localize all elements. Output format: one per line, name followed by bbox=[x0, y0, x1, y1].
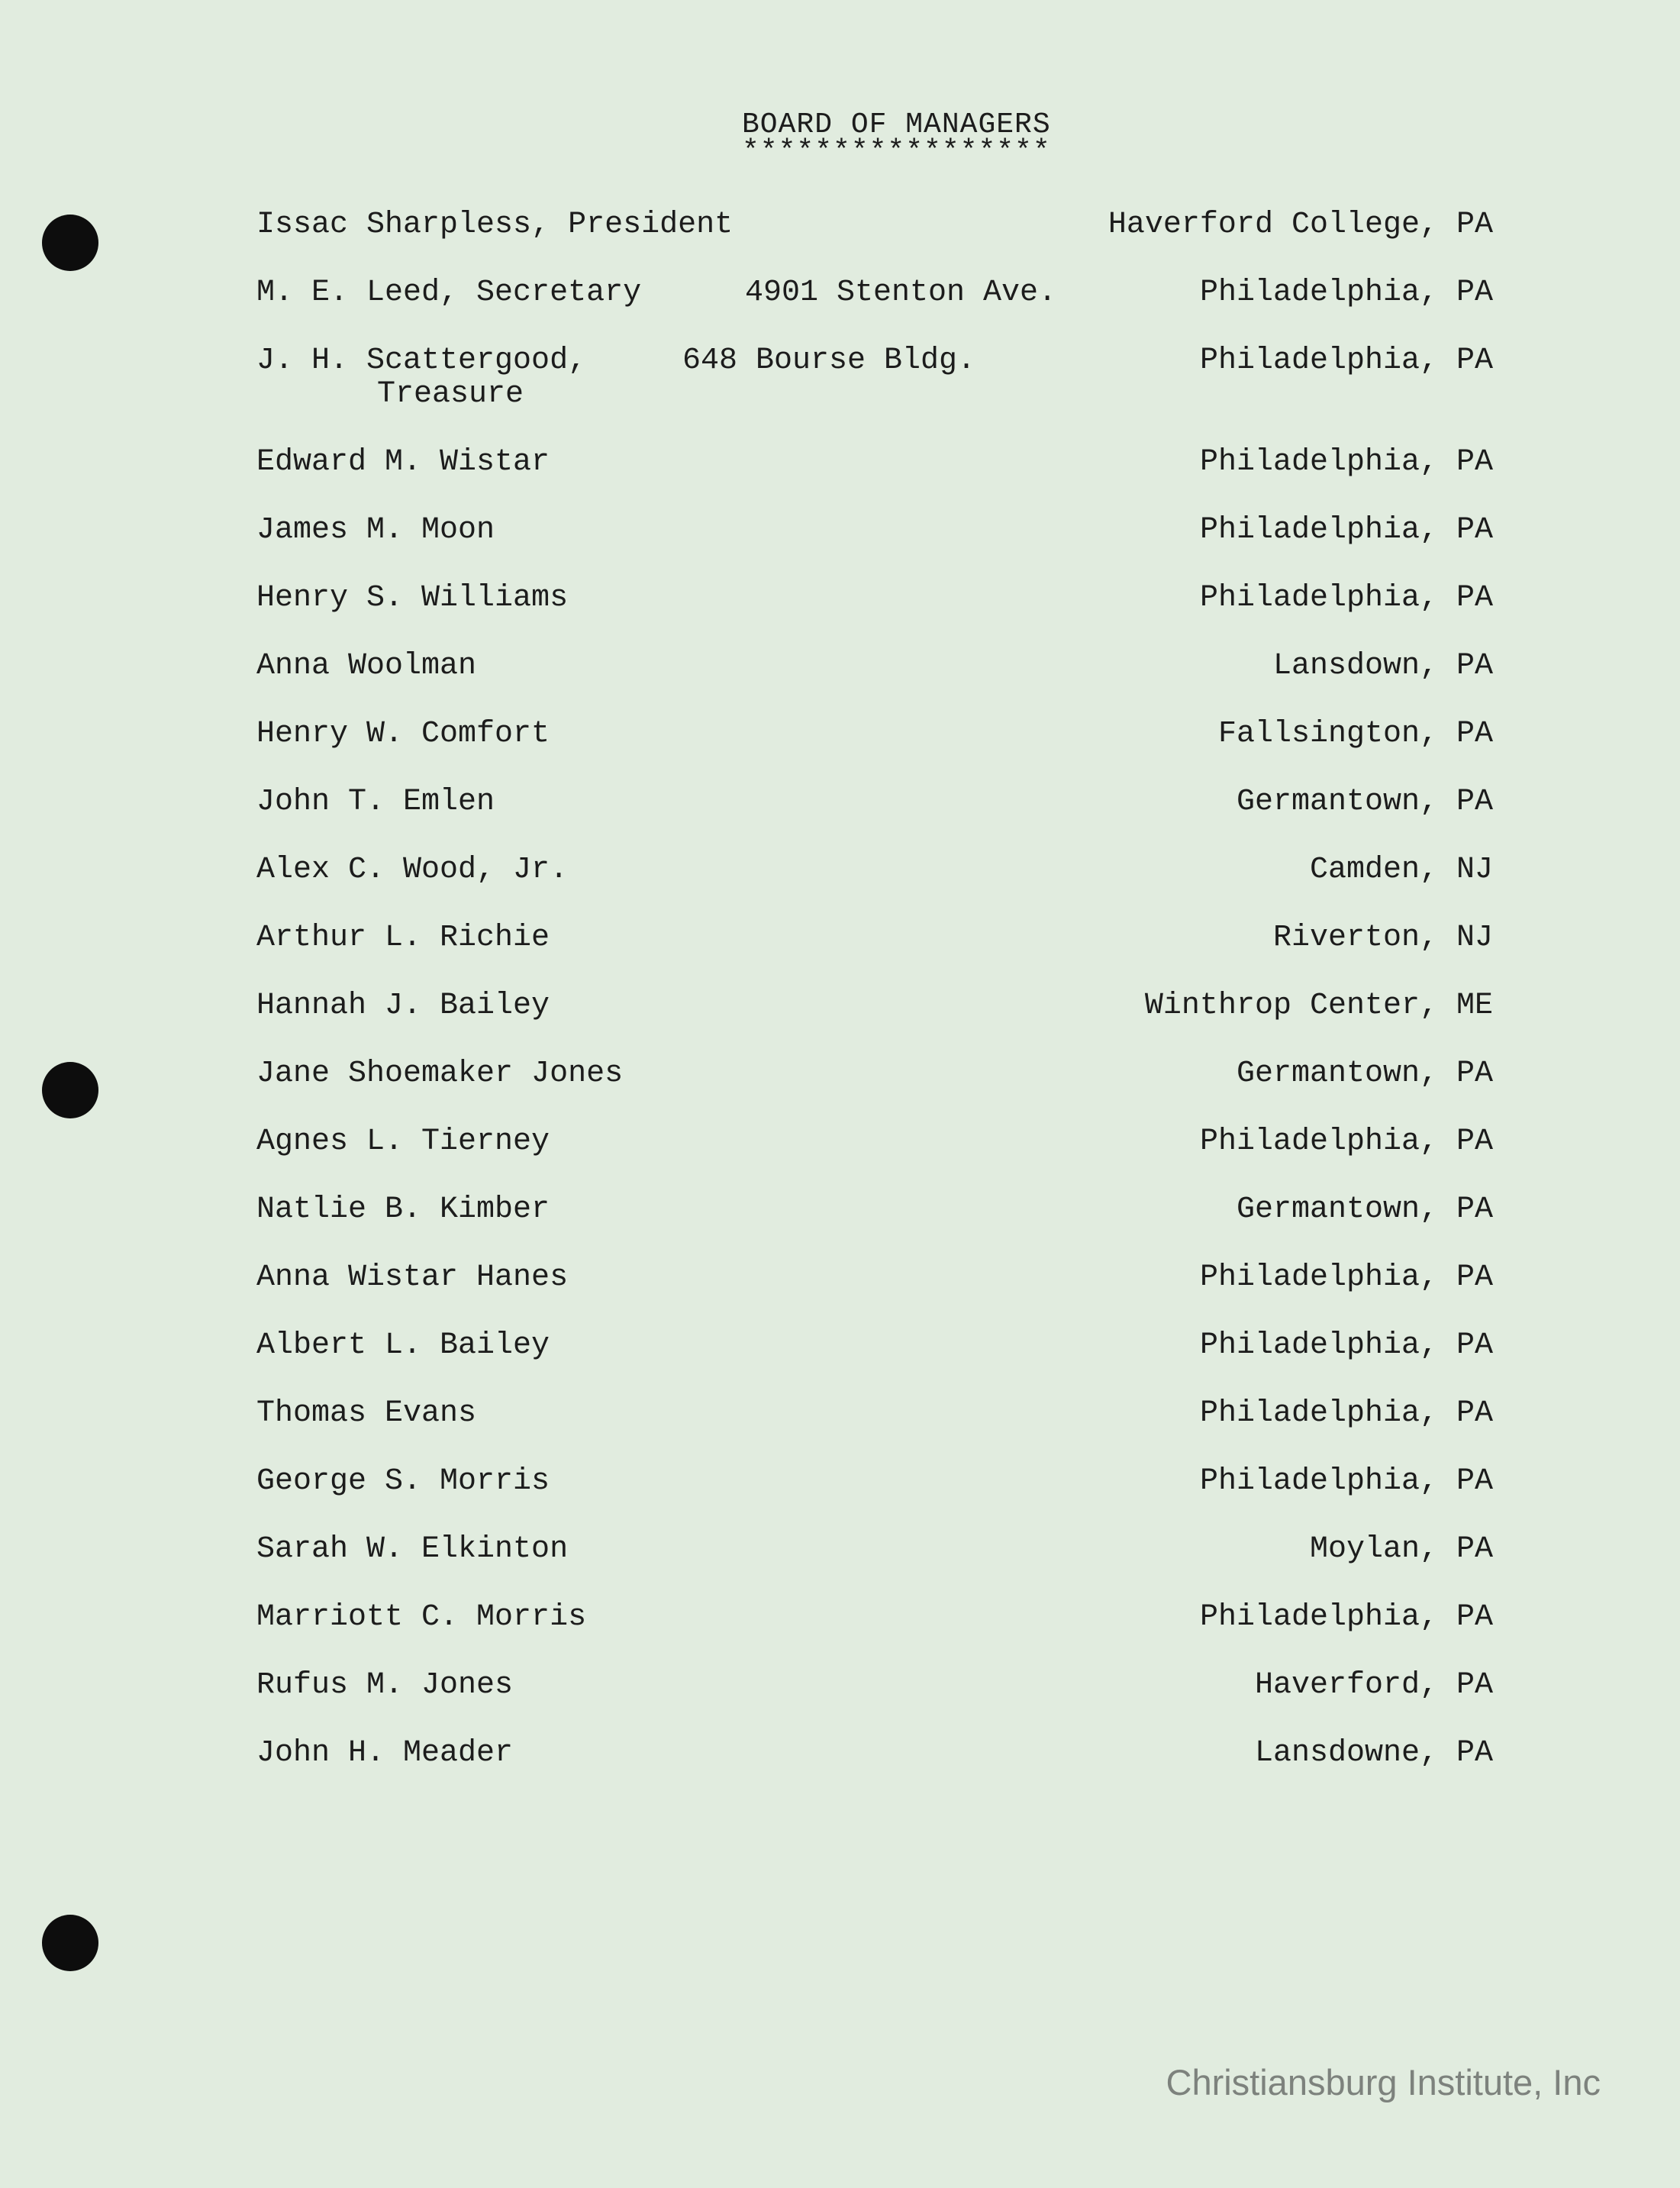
member-address: 4901 Stenton Ave. bbox=[745, 276, 1057, 310]
member-location: Haverford College, PA bbox=[1108, 208, 1493, 242]
member-row bbox=[256, 1668, 1493, 1736]
member-name: James M. Moon bbox=[256, 513, 495, 547]
member-row bbox=[256, 1600, 1493, 1668]
member-location: Philadelphia, PA bbox=[1199, 1600, 1493, 1635]
member-name: Anna Wistar Hanes bbox=[256, 1260, 569, 1295]
member-row bbox=[256, 276, 1493, 344]
member-name: Thomas Evans bbox=[256, 1396, 477, 1431]
member-row bbox=[256, 649, 1493, 717]
member-location: Philadelphia, PA bbox=[1199, 1464, 1493, 1499]
member-location: Philadelphia, PA bbox=[1199, 1125, 1493, 1159]
member-name: Alex C. Wood, Jr. bbox=[256, 853, 569, 887]
punch-hole bbox=[42, 215, 98, 271]
member-row bbox=[256, 208, 1493, 276]
member-row bbox=[256, 344, 1493, 445]
member-name: Henry W. Comfort bbox=[256, 717, 550, 751]
member-location: Philadelphia, PA bbox=[1199, 1396, 1493, 1431]
member-row bbox=[256, 1125, 1493, 1192]
member-row bbox=[256, 989, 1493, 1057]
member-location: Haverford, PA bbox=[1254, 1668, 1493, 1702]
member-location: Philadelphia, PA bbox=[1199, 344, 1493, 378]
member-name: Marriott C. Morris bbox=[256, 1600, 587, 1635]
member-name: Jane Shoemaker Jones bbox=[256, 1057, 624, 1091]
member-name: Rufus M. Jones bbox=[256, 1668, 514, 1702]
member-row bbox=[256, 513, 1493, 581]
member-row bbox=[256, 1736, 1493, 1804]
member-row bbox=[256, 1396, 1493, 1464]
member-name: John T. Emlen bbox=[256, 785, 495, 819]
member-location: Moylan, PA bbox=[1309, 1532, 1493, 1567]
member-location: Camden, NJ bbox=[1309, 853, 1493, 887]
member-name: M. E. Leed, Secretary bbox=[256, 276, 642, 310]
member-role: Treasure bbox=[377, 377, 524, 411]
member-location: Germantown, PA bbox=[1236, 1057, 1493, 1091]
member-address: 648 Bourse Bldg. bbox=[682, 344, 976, 378]
member-row bbox=[256, 717, 1493, 785]
member-row bbox=[256, 581, 1493, 649]
document-title: BOARD OF MANAGERS bbox=[742, 108, 1051, 141]
member-row bbox=[256, 853, 1493, 921]
member-location: Philadelphia, PA bbox=[1199, 445, 1493, 479]
member-location: Philadelphia, PA bbox=[1199, 581, 1493, 615]
member-name: Hannah J. Bailey bbox=[256, 989, 550, 1023]
member-name: Issac Sharpless, President bbox=[256, 208, 734, 242]
member-row bbox=[256, 1192, 1493, 1260]
member-location: Fallsington, PA bbox=[1217, 717, 1493, 751]
member-row bbox=[256, 1260, 1493, 1328]
member-row bbox=[256, 785, 1493, 853]
punch-hole bbox=[42, 1915, 98, 1971]
member-location: Lansdown, PA bbox=[1272, 649, 1493, 683]
title-underline: ***************** bbox=[742, 135, 1051, 168]
board-roster bbox=[256, 208, 1493, 1804]
member-name: Henry S. Williams bbox=[256, 581, 569, 615]
member-location: Lansdowne, PA bbox=[1254, 1736, 1493, 1770]
member-location: Germantown, PA bbox=[1236, 785, 1493, 819]
member-name: George S. Morris bbox=[256, 1464, 550, 1499]
watermark: Christiansburg Institute, Inc bbox=[1166, 2062, 1601, 2102]
member-name: Sarah W. Elkinton bbox=[256, 1532, 569, 1567]
member-location: Philadelphia, PA bbox=[1199, 1260, 1493, 1295]
punch-hole bbox=[42, 1062, 98, 1118]
member-name: Arthur L. Richie bbox=[256, 921, 550, 955]
member-location: Philadelphia, PA bbox=[1199, 1328, 1493, 1363]
member-name: John H. Meader bbox=[256, 1736, 514, 1770]
member-location: Winthrop Center, ME bbox=[1144, 989, 1493, 1023]
member-row bbox=[256, 1464, 1493, 1532]
member-name: J. H. Scattergood, bbox=[256, 344, 587, 378]
member-location: Philadelphia, PA bbox=[1199, 513, 1493, 547]
member-name: Albert L. Bailey bbox=[256, 1328, 550, 1363]
member-row bbox=[256, 445, 1493, 513]
member-row bbox=[256, 1057, 1493, 1125]
member-name: Anna Woolman bbox=[256, 649, 477, 683]
member-name: Edward M. Wistar bbox=[256, 445, 550, 479]
member-row bbox=[256, 1532, 1493, 1600]
member-name: Natlie B. Kimber bbox=[256, 1192, 550, 1227]
member-location: Philadelphia, PA bbox=[1199, 276, 1493, 310]
member-location: Germantown, PA bbox=[1236, 1192, 1493, 1227]
member-location: Riverton, NJ bbox=[1272, 921, 1493, 955]
member-row bbox=[256, 921, 1493, 989]
member-name: Agnes L. Tierney bbox=[256, 1125, 550, 1159]
member-row bbox=[256, 1328, 1493, 1396]
